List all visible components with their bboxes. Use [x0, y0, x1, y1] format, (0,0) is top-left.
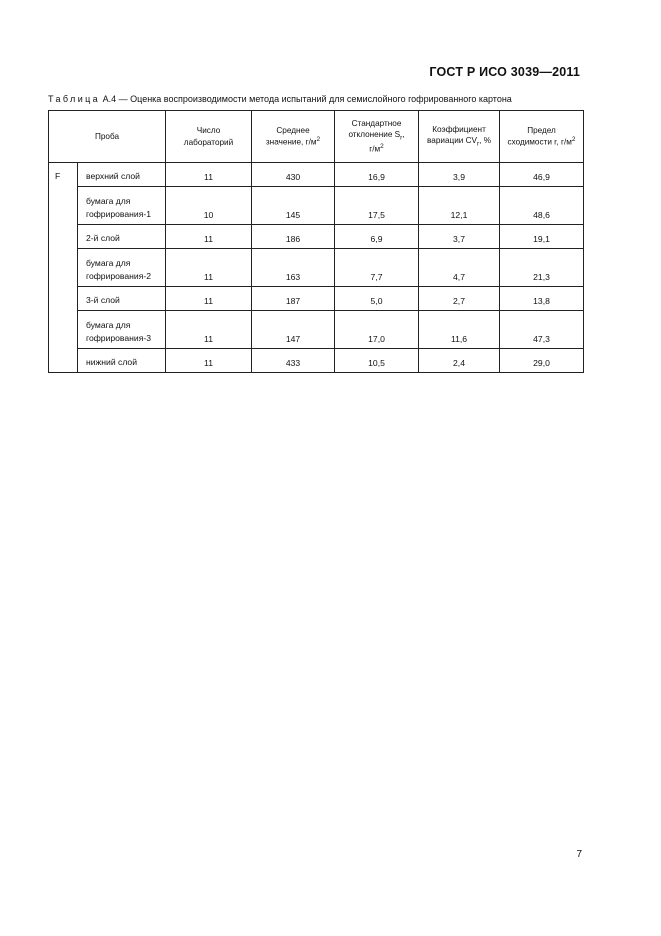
cell-limit: 46,9 — [500, 163, 584, 187]
row-sample-name: бумага для гофрирования-1 — [78, 187, 166, 225]
cell-mean: 163 — [252, 249, 335, 287]
cell-limit: 47,3 — [500, 311, 584, 349]
cell-cv: 12,1 — [419, 187, 500, 225]
cell-labs: 11 — [166, 311, 252, 349]
document-code: ГОСТ Р ИСО 3039—2011 — [429, 65, 580, 79]
row-sample-name: нижний слой — [78, 349, 166, 373]
cell-mean: 147 — [252, 311, 335, 349]
cell-mean: 145 — [252, 187, 335, 225]
cell-cv: 3,9 — [419, 163, 500, 187]
cell-mean: 186 — [252, 225, 335, 249]
group-label: F — [49, 163, 78, 373]
cell-sd: 17,5 — [335, 187, 419, 225]
row-sample-name: бумага для гофрирования-3 — [78, 311, 166, 349]
cell-cv: 4,7 — [419, 249, 500, 287]
table-caption — [48, 94, 588, 104]
caption-label: Таблица — [48, 94, 101, 104]
cell-sd: 10,5 — [335, 349, 419, 373]
cell-sd: 7,7 — [335, 249, 419, 287]
cell-cv: 2,4 — [419, 349, 500, 373]
cell-cv: 11,6 — [419, 311, 500, 349]
header-labs: Число лабораторий — [166, 111, 252, 163]
cell-sd: 17,0 — [335, 311, 419, 349]
table-row — [49, 187, 584, 225]
table-row — [49, 349, 584, 373]
cell-mean: 430 — [252, 163, 335, 187]
header-sd: Стандартное отклонение $S_r$, $г/м^2$ — [335, 111, 419, 163]
cell-limit: 29,0 — [500, 349, 584, 373]
row-sample-name: 2-й слой — [78, 225, 166, 249]
row-sample-name: бумага для гофрирования-2 — [78, 249, 166, 287]
cell-labs: 11 — [166, 249, 252, 287]
cell-labs: 11 — [166, 225, 252, 249]
table-header-row — [49, 111, 584, 163]
table-row — [49, 287, 584, 311]
caption-title: — Оценка воспроизводимости метода испытаний для семислойного гофрированного картона — [118, 94, 512, 104]
cell-sd: 6,9 — [335, 225, 419, 249]
cell-cv: 3,7 — [419, 225, 500, 249]
cell-labs: 10 — [166, 187, 252, 225]
table-row — [49, 163, 584, 187]
cell-limit: 19,1 — [500, 225, 584, 249]
caption-number: А.4 — [102, 94, 117, 104]
cell-limit: 21,3 — [500, 249, 584, 287]
cell-mean: 433 — [252, 349, 335, 373]
header-limit: Предел сходимости r, $г/м^2$ — [500, 111, 584, 163]
cell-labs: 11 — [166, 287, 252, 311]
cell-labs: 11 — [166, 349, 252, 373]
cell-sd: 16,9 — [335, 163, 419, 187]
header-sample: Проба — [49, 111, 166, 163]
header-mean: Среднее значение, $г/м^2$ — [252, 111, 335, 163]
row-sample-name: 3-й слой — [78, 287, 166, 311]
page-number: 7 — [576, 849, 582, 860]
row-sample-name: верхний слой — [78, 163, 166, 187]
table-row — [49, 311, 584, 349]
header-cv: Коэффициент вариации $CV_r$, % — [419, 111, 500, 163]
cell-limit: 13,8 — [500, 287, 584, 311]
cell-limit: 48,6 — [500, 187, 584, 225]
table-row — [49, 249, 584, 287]
cell-sd: 5,0 — [335, 287, 419, 311]
reproducibility-table — [48, 110, 584, 373]
table-row — [49, 225, 584, 249]
cell-cv: 2,7 — [419, 287, 500, 311]
cell-labs: 11 — [166, 163, 252, 187]
cell-mean: 187 — [252, 287, 335, 311]
